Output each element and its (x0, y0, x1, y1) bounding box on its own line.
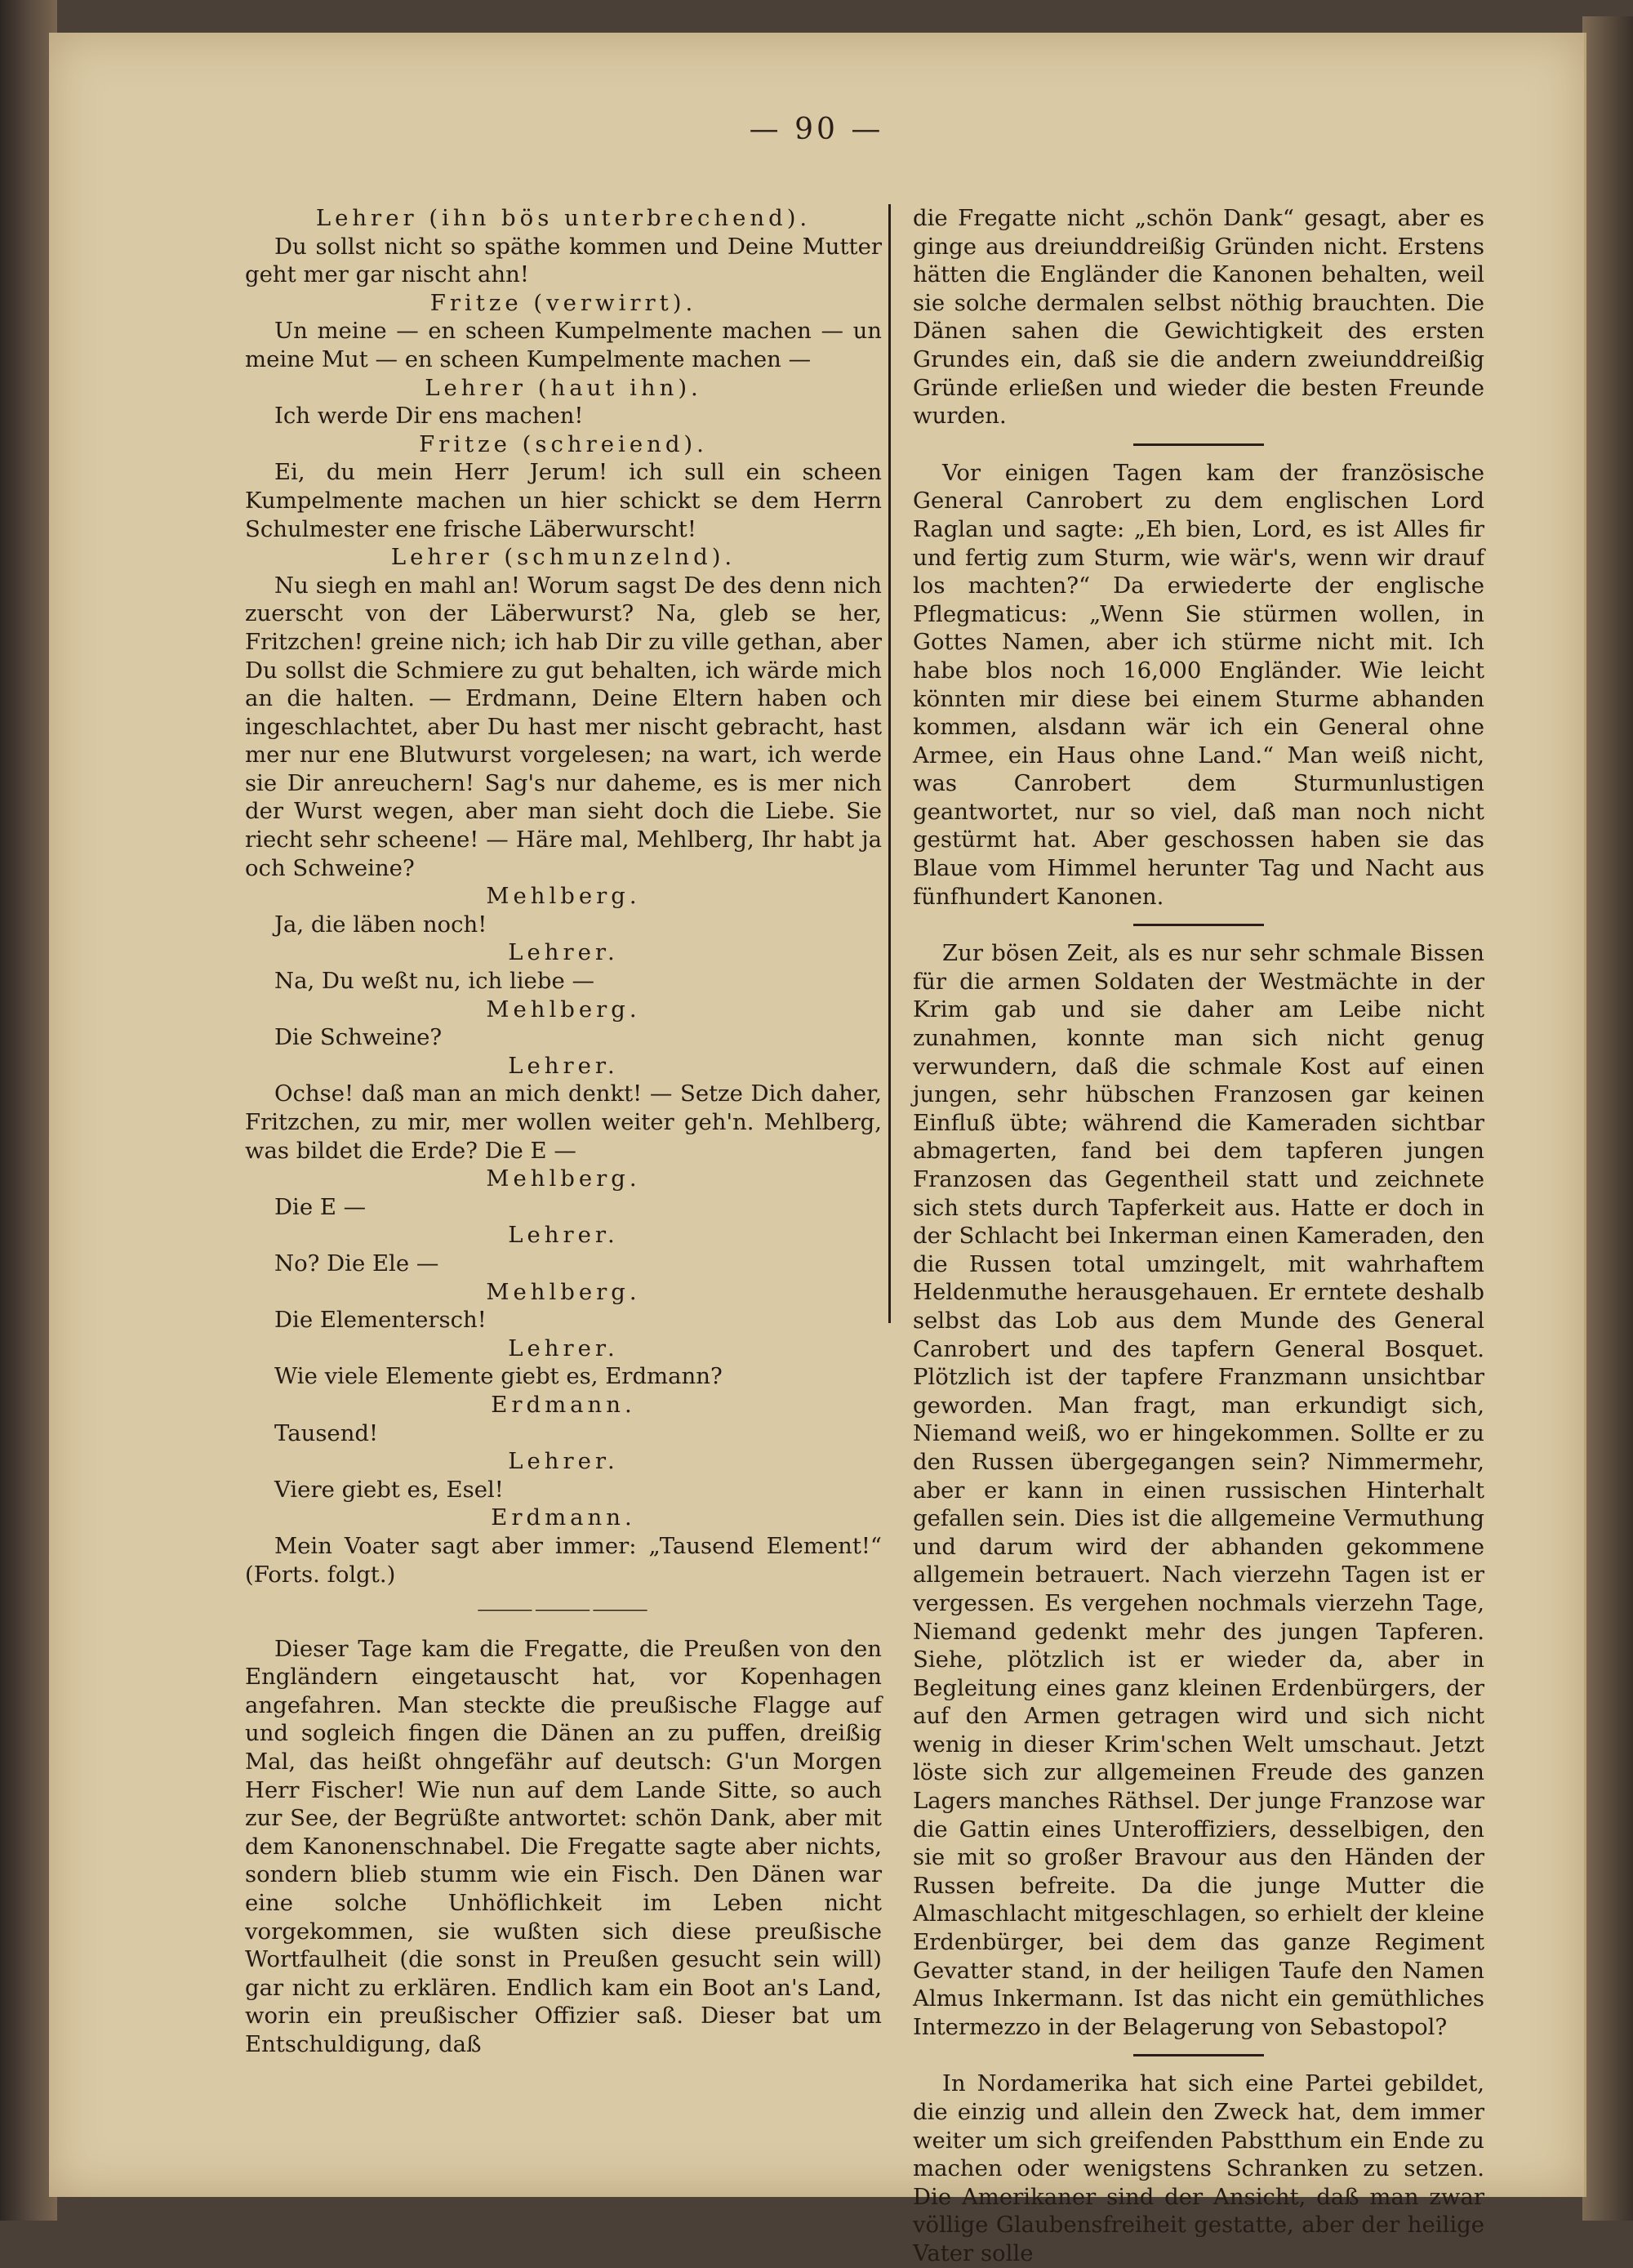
krim-paragraph: Zur bösen Zeit, als es nur sehr schmale Bissen für die armen Soldaten der Westmächte in der Krim gab und sie daher am Leibe nicht zunahmen, konnte man sich nicht genug verwundern, daß die schmale Kost auf einen jungen, sehr hübschen Franzosen gar keinen Einfluß übte; während die Kameraden sichtbar abmagerten, fand bei dem tapferen jungen Franzosen das Gegentheil statt und zeichnete sich stets durch Tapferkeit aus. Hatte er doch in der Schlacht bei Inkerman einen Kameraden, den die Russen total umzingelt, mit wahrhaftem Heldenmuthe herausgehauen. Er erntete deshalb selbst das Lob aus dem Munde des General Canrobert und des tapfern General Bosquet. Plötzlich ist der tapfere Franzmann unsichtbar geworden. Man fragt, man erkundigt sich, Niemand weiß, wo er hingekommen. Sollte er zu den Russen übergegangen sein? Nimmermehr, aber er kann in einen russischen Hinterhalt gefallen sein. Dies ist die allgemeine Vermuthung und darum wird der abhanden gekommene allgemein betrauert. Nach vierzehn Tagen ist er vergessen. Es vergehen nochmals vierzehn Tage, Niemand gedenkt mehr des jungen Tapferen. Siehe, plötzlich ist er wieder da, aber in Begleitung eines ganz kleinen Erdenbürgers, der auf den Armen getragen wird und sich nicht wenig in dieser Krim'schen Welt umschaut. Jetzt löste sich zur allgemeinen Freude des ganzen Lagers manches Räthsel. Der junge Franzose war die Gattin eines Unteroffiziers, desselbigen, den sie mit so großer Bravour aus den Händen der Russen befreite. Da die junge Mutter die Almaschlacht mitgeschlagen, so erhielt der kleine Erdenbürger, bei dem das ganze Regiment Gevatter stand, in der heiligen Taufe den Namen Almus Inkermann. Ist das nicht ein gemüthliches Intermezzo in der Belagerung von Sebastopol? (913, 940, 1484, 2040)
speaker-cue: Mehlberg. (486, 883, 641, 910)
page-number: — 90 — (749, 113, 884, 146)
right-column (913, 204, 1484, 2268)
speaker-cue: Lehrer (haut ihn). (425, 374, 702, 401)
speaker-cue: Mehlberg. (486, 1278, 641, 1305)
newspaper-page (49, 33, 1586, 2266)
next-page-edge (1582, 16, 1633, 2221)
column-divider (888, 204, 891, 1323)
dialogue-line: Die Schweine? (274, 1024, 443, 1051)
dialogue-line: Ja, die läben noch! (274, 911, 487, 938)
dialogue-line: Mein Voater sagt aber immer: „Tausend Element!“ (Forts. folgt.) (245, 1532, 882, 1588)
fregatte-continuation: die Fregatte nicht „schön Dank“ gesagt, aber es ginge aus dreiunddreißig Gründen nicht. Erstens hätten die Engländer die Kanonen behalten, weil sie solche dermalen selbst nöthig brauchten. Die Dänen sahen die Gewichtigkeit des ersten Grundes ein, daß sie die andern zweiunddreißig Gründe erließen und wieder die besten Freunde wurden. (913, 205, 1484, 430)
dialogue-line: Du sollst nicht so späthe kommen und Deine Mutter geht mer gar nischt ahn! (245, 233, 882, 288)
dialogue-section (245, 204, 882, 1588)
nordamerika-paragraph: In Nordamerika hat sich eine Partei gebildet, die einzig und allein den Zweck hat, dem immer weiter um sich greifenden Pabstthum ein Ende zu machen oder wenigstens Schranken zu setzen. Die Amerikaner sind der Ansicht, daß man zwar völlige Glaubensfreiheit gestatte, aber der heilige Vater solle (913, 2070, 1484, 2266)
speaker-cue: Lehrer. (508, 1448, 619, 1475)
speaker-cue: Lehrer (schmunzelnd). (390, 544, 736, 571)
section-ornament: ⸻⸻⸻ (477, 1596, 650, 1623)
speaker-cue: Lehrer. (508, 1335, 619, 1361)
section-rule (1133, 924, 1264, 926)
dialogue-line: Die E — (274, 1193, 367, 1220)
speaker-cue: Lehrer (ihn bös unterbrechend). (315, 205, 812, 231)
speaker-cue: Fritze (verwirrt). (429, 289, 697, 316)
dialogue-line: No? Die Ele — (274, 1250, 439, 1277)
dialogue-line: Tausend! (274, 1419, 379, 1446)
dialogue-line: Ochse! daß man an mich denkt! — Setze Dich daher, Fritzchen, zu mir, mer wollen weiter geh'n. Mehlberg, was bildet die Erde? Die E — (245, 1081, 882, 1164)
dialogue-line: Viere giebt es, Esel! (274, 1476, 504, 1503)
canrobert-paragraph: Vor einigen Tagen kam der französische General Canrobert zu dem englischen Lord Raglan und sagte: „Eh bien, Lord, es ist Alles fir und fertig zum Sturm, wie wär's, wenn wir drauf los machten?“ Da erwiederte der englische Pflegmaticus: „Wenn Sie stürmen wollen, in Gottes Namen, aber ich stürme nicht mit. Ich habe blos noch 16,000 Engländer. Wie leicht könnten mir diese bei einem Sturme abhanden kommen, alsdann wär ich ein General ohne Armee, ein Haus ohne Land.“ Man weiß nicht, was Canrobert dem Sturmunlustigen geantwortet, nur so viel, daß man noch nicht gestürmt hat. Aber geschossen haben sie das Blaue vom Himmel herunter Tag und Nacht aus fünfhundert Kanonen. (913, 459, 1484, 910)
speaker-cue: Lehrer. (508, 1222, 619, 1249)
dialogue-line: Wie viele Elemente giebt es, Erdmann? (274, 1363, 723, 1390)
dialogue-line: Un meine — en scheen Kumpelmente machen — un meine Mut — en scheen Kumpelmente machen — (245, 318, 882, 372)
speaker-cue: Fritze (schreiend). (419, 430, 708, 457)
dialogue-line: Die Elementersch! (274, 1307, 487, 1334)
fregatte-paragraph: Dieser Tage kam die Fregatte, die Preußen von den Engländern eingetauscht hat, vor Kopenhagen angefahren. Man steckte die preußische Flagge auf und sogleich fingen die Dänen an zu puffen, dreißig Mal, das heißt ohngefähr auf deutsch: G'un Morgen Herr Fischer! Wie nun auf dem Lande Sitte, so auch zur See, der Begrüßte antwortet: schön Dank, aber mit dem Kanonenschnabel. Die Fregatte sagte aber nichts, sondern blieb stumm wie ein Fisch. Den Dänen war eine solche Unhöflichkeit im Leben nicht vorgekommen, sie wußten sich diese preußische Wortfaulheit (die sonst in Preußen gesucht sein will) gar nicht zu erklären. Endlich kam ein Boot an's Land, worin ein preußischer Offizier saß. Dieser bat um Entschuldigung, daß (245, 1635, 882, 2057)
speaker-cue: Mehlberg. (486, 996, 641, 1023)
dialogue-line: Ei, du mein Herr Jerum! ich sull ein scheen Kumpelmente machen un hier schickt se dem Herrn Schulmester ene frische Läberwurscht! (245, 459, 882, 542)
left-column (245, 204, 882, 2059)
speaker-cue: Erdmann. (491, 1504, 636, 1531)
speaker-cue: Mehlberg. (486, 1165, 641, 1192)
section-rule (1133, 443, 1264, 446)
dialogue-line: Na, Du weßt nu, ich liebe — (274, 968, 594, 995)
speaker-cue: Lehrer. (508, 939, 619, 966)
speaker-cue: Lehrer. (508, 1052, 619, 1079)
speaker-cue: Erdmann. (491, 1391, 636, 1418)
dialogue-line: Nu siegh en mahl an! Worum sagst De des denn nich zuerscht von der Läberwurst? Na, gleb se her, Fritzchen! greine nich; ich hab Dir zu ville gethan, aber Du sollst die Schmiere zu gut behalten, ich wärde mich an die halten. — Erdmann, Deine Eltern haben och ingeschlachtet, aber Du hast mer nischt gebracht, hast mer nur ene Blutwurst vorgelesen; na wart, ich werde sie Dir anreuchern! Sag's nur daheme, es is mer nich der Wurst wegen, aber man sieht doch die Liebe. Sie riecht sehr scheene! — Häre mal, Mehlberg, Ihr habt ja och Schweine? (245, 572, 882, 881)
dialogue-line: Ich werde Dir ens machen! (274, 403, 584, 430)
section-rule (1133, 2054, 1264, 2056)
